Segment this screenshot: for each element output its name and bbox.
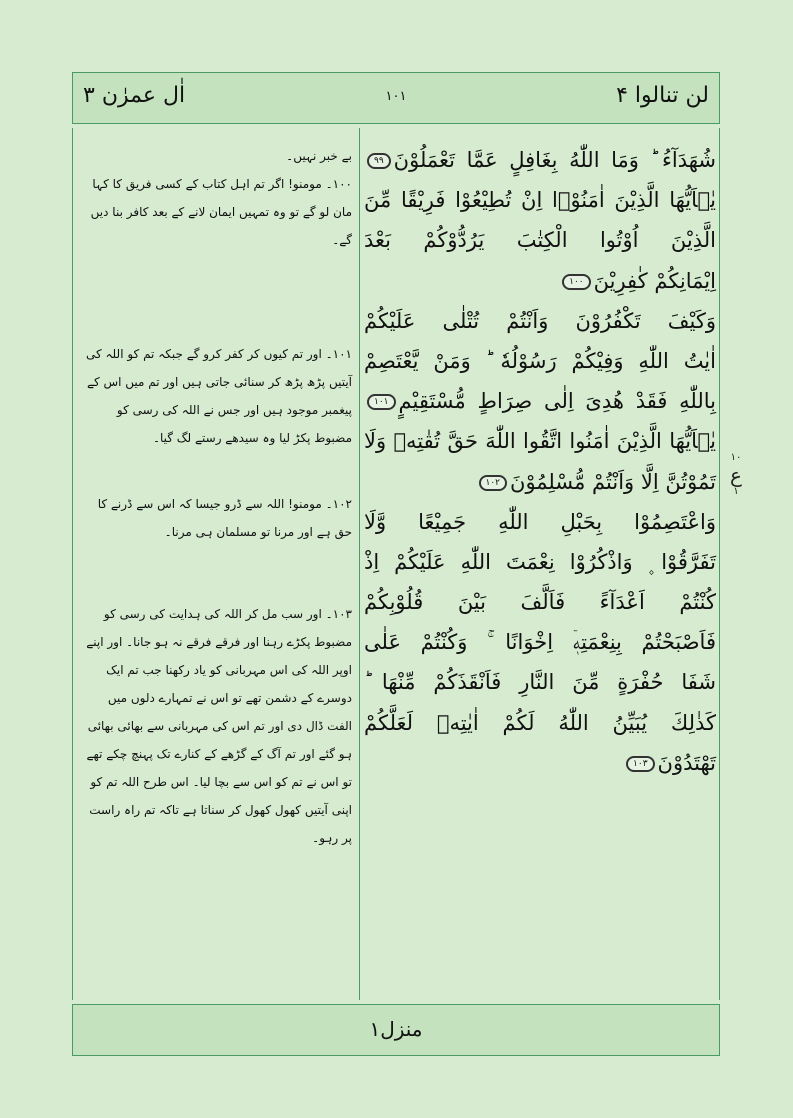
arabic-text-column <box>364 140 716 783</box>
arabic-line: كَذٰلِكَ يُبَيِّنُ اللّٰهُ لَكُمْ اٰيٰتِهٖ لَعَلَّكُمْ <box>364 710 716 735</box>
arabic-line: فَاَصْبَحْتُمْ بِنِعْمَتِهٖۤ اِخْوَانًا ۚ وَكُنْتُمْ عَلٰى <box>364 630 716 655</box>
arabic-line: يٰۤاَيُّهَا الَّذِيْنَ اٰمَنُوا اتَّقُوا اللّٰهَ حَقَّ تُقٰتِهٖ وَلَا <box>364 429 716 454</box>
arabic-line: يٰۤاَيُّهَا الَّذِيْنَ اٰمَنُوْۤا اِنْ تُطِيْعُوْا فَرِيْقًا مِّنَ <box>364 188 716 213</box>
column-divider <box>359 128 360 1000</box>
arabic-line: بِاللّٰهِ فَقَدْ هُدِىَ اِلٰى صِرَاطٍ مُّسْتَقِيْمٍ۱۰۱ <box>364 381 716 421</box>
translation-paragraph: ۱۰۱۔ اور تم کیوں کر کفر کرو گے جبکہ تم کو اللہ کی آیتیں پڑھ پڑھ کر سنائی جاتی ہیں اور تم میں اس کے پیغمبر موجود ہیں اور جس نے اللہ کی رسی کو مضبوط پکڑ لیا وہ سیدھے رستے لگ گیا۔ <box>86 347 352 445</box>
arabic-line: تَمُوْتُنَّ اِلَّا وَاَنْتُمْ مُّسْلِمُوْنَ۱۰۲ <box>364 462 716 502</box>
arabic-line: اٰيٰتُ اللّٰهِ وَفِيْكُمْ رَسُوْلُهٗ ؕ وَمَنْ يَّعْتَصِمْ <box>364 348 716 373</box>
ruku-count-bottom: ۱ <box>733 486 739 497</box>
ayah-number-marker: ۱۰۱ <box>367 394 396 410</box>
arabic-line: كُنْتُمْ اَعْدَآءً فَاَلَّفَ بَيْنَ قُلُوْبِكُمْ <box>364 590 716 615</box>
ruku-ain-icon: ع <box>730 463 742 487</box>
arabic-line: وَكَيْفَ تَكْفُرُوْنَ وَاَنْتُمْ تُتْلٰى عَلَيْكُمْ <box>364 308 716 333</box>
arabic-line: شَفَا حُفْرَةٍ مِّنَ النَّارِ فَاَنْقَذَكُمْ مِّنْهَا ؕ <box>364 670 716 695</box>
arabic-line: شُهَدَآءُ ؕ وَمَا اللّٰهُ بِغَافِلٍ عَمَّا تَعْمَلُوْنَ۹۹ <box>364 140 716 180</box>
arabic-line: الَّذِيْنَ اُوْتُوا الْكِتٰبَ يَرُدُّوْكُمْ بَعْدَ <box>364 228 716 253</box>
ayah-number-marker: ۹۹ <box>367 153 391 169</box>
translation-paragraph: بے خبر نہیں۔ <box>286 149 352 163</box>
arabic-line: وَاعْتَصِمُوْا بِحَبْلِ اللّٰهِ جَمِيْعًا وَّلَا <box>364 509 716 534</box>
arabic-line: تَهْتَدُوْنَ۱۰۳ <box>364 743 716 783</box>
ruku-marker <box>724 452 748 498</box>
ayah-number-marker: ۱۰۲ <box>479 475 508 491</box>
page-footer <box>72 1004 720 1056</box>
arabic-line: تَفَرَّقُوْا ۪ وَاذْكُرُوْا نِعْمَتَ اللّٰهِ عَلَيْكُمْ اِذْ <box>364 549 716 574</box>
ayah-number-marker: ۱۰۳ <box>626 756 655 772</box>
surah-title: اٰل عمرٰن ۳ <box>83 83 186 108</box>
page-header <box>72 72 720 124</box>
translation-paragraph: ۱۰۲۔ مومنو! اللہ سے ڈرو جیسا کہ اس سے ڈرنے کا حق ہے اور مرنا تو مسلمان ہی مرنا۔ <box>97 497 352 539</box>
translation-paragraph: ۱۰۳۔ اور سب مل کر اللہ کی ہدایت کی رسی کو مضبوط پکڑے رہنا اور فرقے فرقے نہ ہو جانا۔ اور اپنے اوپر اللہ کی اس مہربانی کو یاد رکھنا جب تم ایک دوسرے کے دشمن تھے تو اس نے تمہارے دلوں میں الفت ڈال دی اور تم اس کی مہربانی سے بھائی بھائی ہو گئے اور تم آگ کے گڑھے کے کنارے تک پہنچ چکے تھے تو اس نے تم کو اس سے بچا لیا۔ اس طرح اللہ تم کو اپنی آیتیں کھول کھول کر سناتا ہے تاکہ تم راہ راست پر رہو۔ <box>86 607 352 845</box>
ruku-count-top: ۱۰ <box>730 452 742 463</box>
juz-title: لن تنالوا ۴ <box>616 83 709 108</box>
translation-paragraph: ۱۰۰۔ مومنو! اگر تم اہل کتاب کے کسی فریق کا کہا مان لو گے تو وہ تمہیں ایمان لانے کے بعد کافر بنا دیں گے۔ <box>90 177 352 247</box>
ayah-number-marker: ۱۰۰ <box>562 274 591 290</box>
page-number: ۱۰۱ <box>385 89 407 104</box>
arabic-line: اِيْمَانِكُمْ كٰفِرِيْنَ۱۰۰ <box>364 261 716 301</box>
manzil-label: منزل۱ <box>369 1017 423 1041</box>
